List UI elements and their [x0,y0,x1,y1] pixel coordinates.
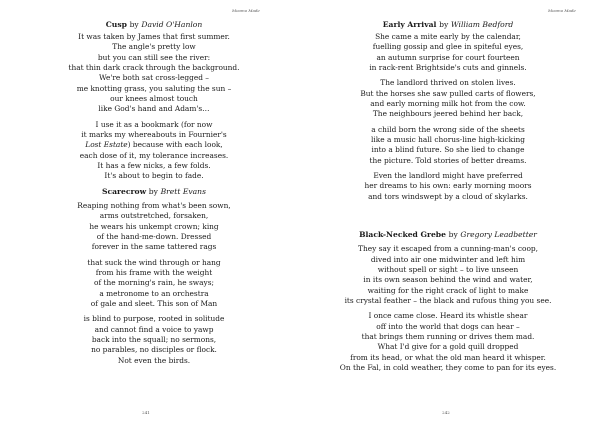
poem-title: Cusp by David O'Hanlon [105,20,203,29]
page-number: 242 [442,410,450,415]
verse-line: She came a mite early by the calendar, [375,32,521,41]
verse-line: It was taken by James that first summer. [78,32,230,41]
verse-line: of the hand-me-down. Dressed [96,231,212,241]
stanza [4,120,304,182]
stanza [4,314,304,366]
verse-line: Even the landlord might have preferred [373,171,523,181]
verse-line: forever in the same tattered rags [91,242,217,252]
verse-line: Not even the birds. [117,355,191,365]
verse-line: The neighbours jeered behind her back, [372,109,524,119]
poem-scarecrow [4,187,304,366]
verse-line: in rack-rent Brightside's cuts and ginnels. [369,63,527,73]
verse-line: It's about to begin to fade. [104,171,204,181]
verse-line: her dreams to his own: early morning moors [364,181,532,191]
verse-line: and tors windswept by a cloud of skylarks. [368,191,528,201]
verse-line: a metronome to an orchestra [99,288,209,298]
verse-line: in its own season behind the wind and water, [363,275,533,285]
book-title: Lost Estate [85,140,128,150]
verse-line: dived into air one midwinter and left him [370,254,526,264]
verse-line: he wears his unkempt crown; king [89,221,219,231]
verse-line: fuelling gossip and glee in spiteful eyes, [372,42,524,52]
verse-line: They say it escaped from a cunning-man's coop, [358,244,538,254]
poem-title: Scarecrow by Brett Evans [102,186,206,196]
verse-line: I use it as a bookmark (for now [95,119,213,129]
verse-line: that thin dark crack through the background. [68,63,240,73]
poems-column [4,20,304,366]
stanza [298,78,598,119]
verse-line: its crystal feather – the black and rufous thing you see. [344,295,552,305]
verse-line: like God's hand and Adam's… [98,104,210,114]
verse-line: But the horses she saw pulled carts of flowers, [360,88,536,98]
verse-line: from his frame with the weight [95,267,213,277]
verse-line: back into the squall; no sermons, [91,334,217,344]
verse-line: and cannot find a voice to yawp [94,324,214,334]
verse-line: Reaping nothing from what's been sown, [77,200,231,210]
verse-line: into a blind future. So she lied to change [371,145,525,155]
verse-line: from its head, or what the old man heard it whisper. [350,352,546,362]
poem-cusp [4,20,304,182]
poem-title: Early Arrival by William Bedford [382,20,514,29]
verse-line: and early morning milk hot from the cow. [370,99,526,109]
stanza [298,171,598,202]
verse-line: What I'd give for a gold quill dropped [377,342,519,352]
verse-line: On the Fal, in cold weather, they come to pan for its eyes. [339,362,557,372]
verse-line: Lost Estate) because with each look, [85,140,223,150]
verse-line: I once came close. Heard its whistle shear [368,311,528,321]
verse-line: It has a few nicks, a few folds. [97,161,211,171]
verse-line: it marks my whereabouts in Fournier's [81,130,227,140]
stanza [298,311,598,373]
verse-line: each dose of it, my tolerance increases. [79,150,229,160]
stanza [4,258,304,310]
page-number: 241 [142,410,150,415]
stanza [4,201,304,253]
running-header: Moomo Made [232,8,260,13]
verse-line: the picture. Told stories of better dreams. [369,155,527,165]
poem-black-necked-grebe [298,230,598,373]
stanza [298,125,598,166]
verse-line: is blind to purpose, rooted in solitude [83,314,225,324]
poem-title: Black-Necked Grebe by Gregory Leadbetter [359,230,537,240]
verse-line: like a music hall chorus-line high-kicking [371,135,525,145]
verse-line: an autumn surprise for court fourteen [376,52,520,62]
poem-early-arrival [298,20,598,202]
verse-line: a child born the wrong side of the sheets [371,124,525,134]
running-header: Moomo Made [548,8,576,13]
verse-line: The landlord thrived on stolen lives. [380,78,516,88]
verse-line: no parables, no disciples or flock. [91,345,217,355]
verse-line: of the morning's rain, he sways; [94,278,214,288]
verse-line: We're both sat cross-legged – [99,73,209,83]
verse-line: me knotting grass, you saluting the sun – [76,83,232,93]
verse-line: that suck the wind through or hang [87,257,221,267]
verse-line: arms outstretched, forsaken, [99,211,209,221]
stanza [4,32,304,115]
verse-line: off into the world that dogs can hear – [376,321,520,331]
poems-column [298,20,598,373]
verse-line: that brings them running or drives them mad. [361,331,535,341]
verse-line: The angle's pretty low [112,42,196,52]
verse-line: of gale and sleet. This son of Man [90,298,218,308]
stanza [298,32,598,73]
right-page [300,0,600,424]
verse-line: but you can still see the river: [97,52,211,62]
stanza [298,244,598,306]
verse-line: without spell or sight – to live unseen [377,264,519,274]
verse-line: waiting for the right crack of light to make [367,285,529,295]
verse-line: our knees almost touch [110,94,198,104]
